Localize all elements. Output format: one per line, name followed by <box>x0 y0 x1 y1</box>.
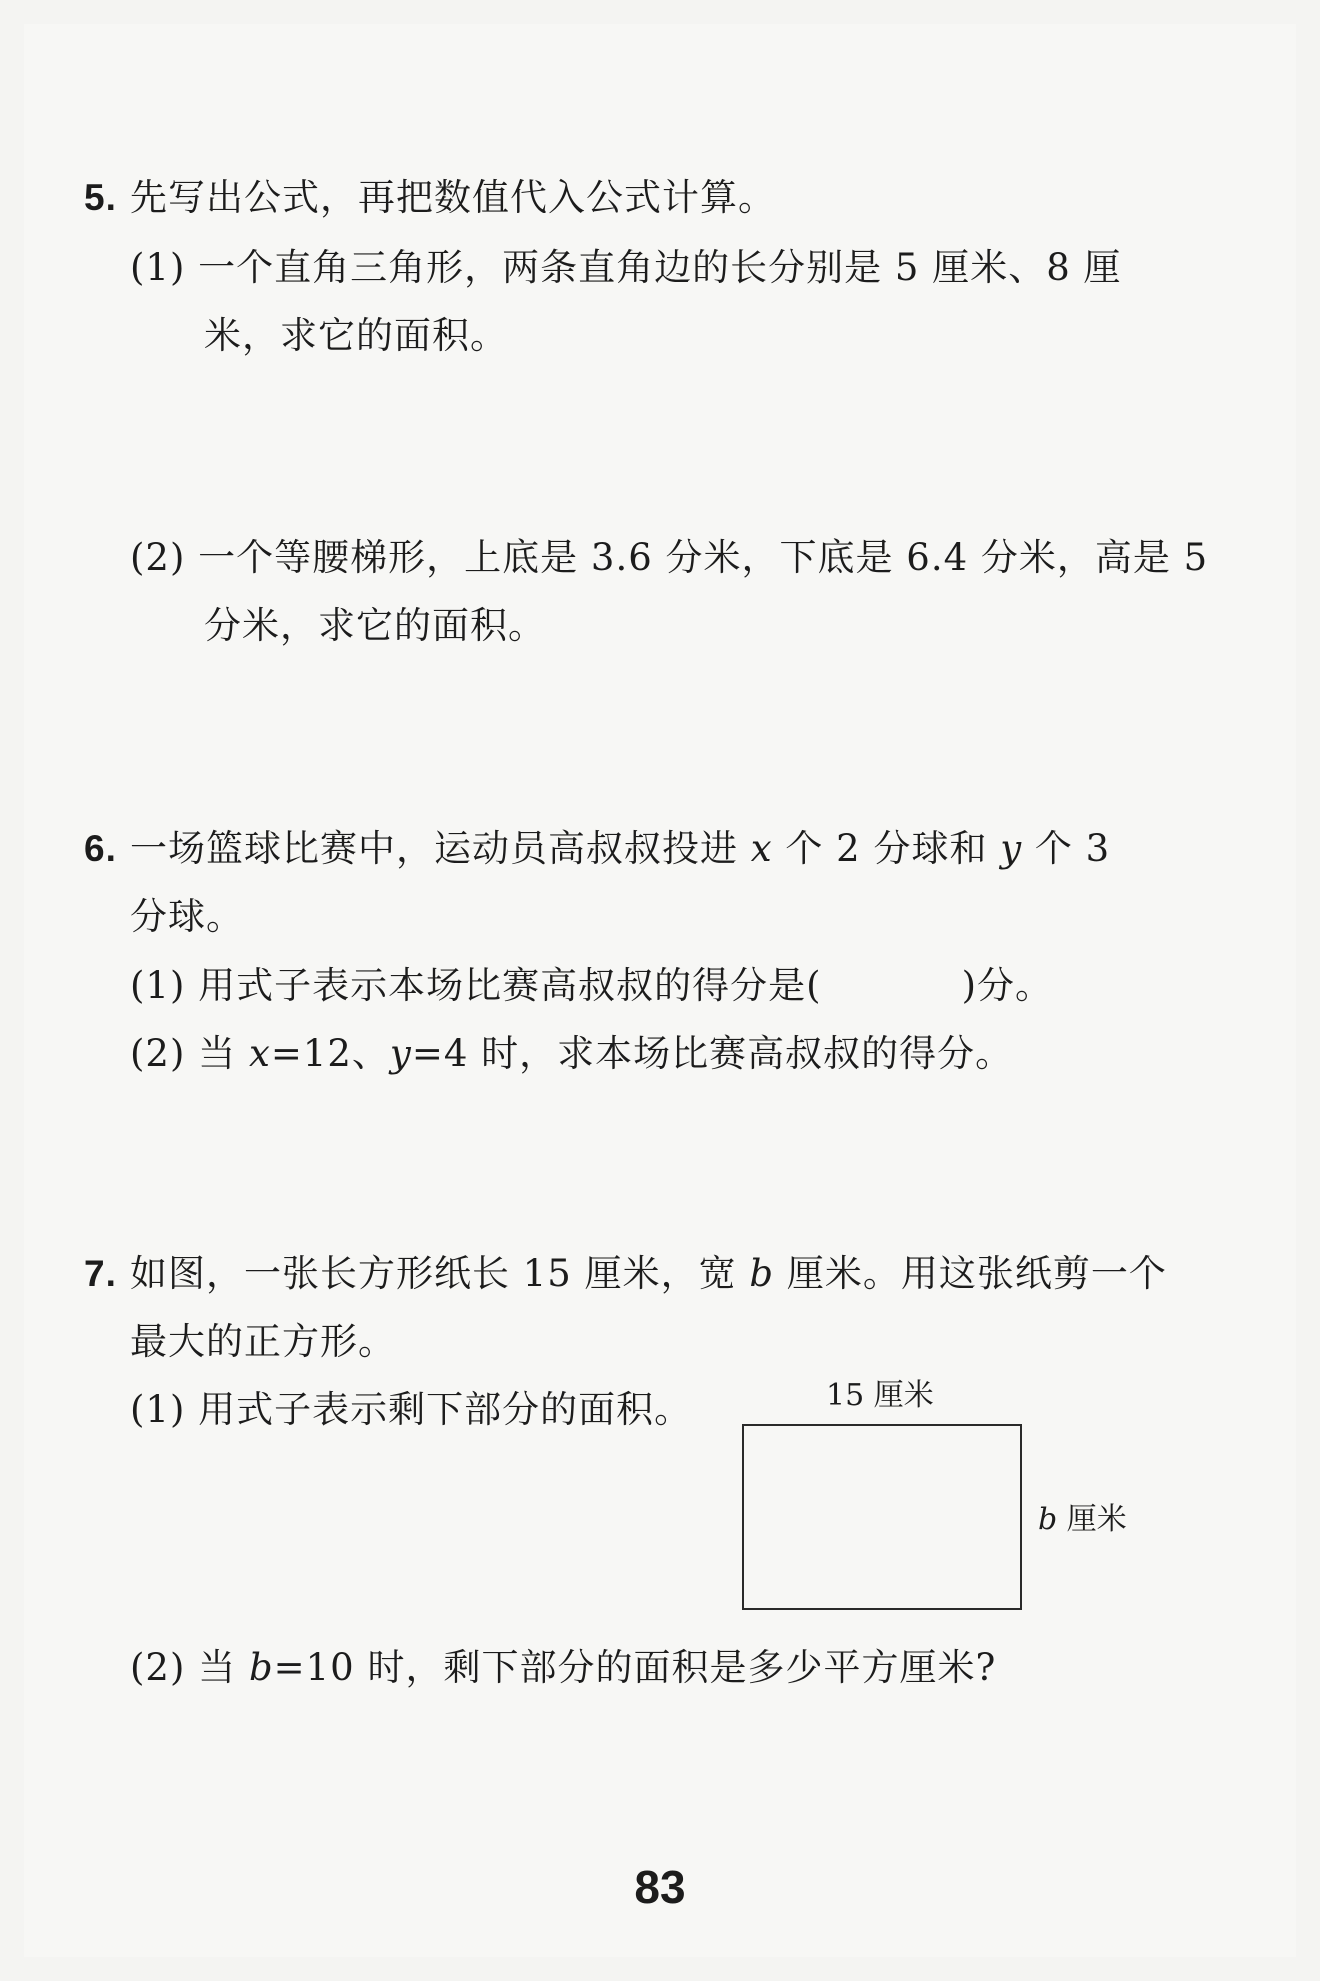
q6-line1-text-c: 个 3 <box>1034 827 1111 870</box>
q7-line2: 最大的正方形。 <box>130 1320 396 1363</box>
q5-part1-line1: (1) 一个直角三角形，两条直角边的长分别是 5 厘米、8 厘 <box>130 246 1122 289</box>
q7-part1: (1) 用式子表示剩下部分的面积。 <box>130 1388 693 1431</box>
figure-side-var: b <box>1038 1502 1058 1537</box>
q7-part2-var-b: b <box>248 1646 274 1689</box>
q5-part1-line2: 米，求它的面积。 <box>204 314 508 357</box>
page-number: 83 <box>634 1861 686 1913</box>
q6-line1 <box>130 827 1110 871</box>
q6-part2-text-b: =12、 <box>270 1032 390 1075</box>
q6-number: 6. <box>84 828 117 869</box>
q6-part2-var-x: x <box>248 1032 271 1075</box>
figure-top-label: 15 厘米 <box>826 1378 934 1413</box>
q6-part2-var-y: y <box>389 1032 412 1075</box>
q6-part2 <box>130 1032 1013 1076</box>
q6-line1-text-b: 个 2 分球和 <box>785 827 988 870</box>
rectangle-figure <box>742 1424 1022 1610</box>
q6-part2-text-c: =4 时，求本场比赛高叔叔的得分。 <box>411 1032 1014 1075</box>
q7-part2 <box>130 1646 996 1690</box>
q5-part2-line1: (2) 一个等腰梯形，上底是 3.6 分米，下底是 6.4 分米，高是 5 <box>130 536 1209 579</box>
q7-line1-text-b: 厘米。用这张纸剪一个 <box>786 1252 1167 1295</box>
q7-number: 7. <box>84 1253 117 1294</box>
q7-line1-text-a: 如图，一张长方形纸长 15 厘米，宽 <box>130 1252 737 1295</box>
q5-part2-line2: 分米，求它的面积。 <box>204 604 546 647</box>
q6-line2: 分球。 <box>130 895 244 938</box>
q7-line1 <box>130 1252 1167 1296</box>
q5-number: 5. <box>84 177 117 218</box>
q7-part2-text-a: (2) 当 <box>130 1646 237 1689</box>
q6-part1-text-b: )分。 <box>961 964 1054 1007</box>
figure-side-unit: 厘米 <box>1066 1502 1127 1537</box>
q6-var-y: y <box>1000 827 1023 870</box>
q7-var-b: b <box>749 1252 775 1295</box>
q7-part2-text-b: =10 时，剩下部分的面积是多少平方厘米? <box>273 1646 997 1689</box>
q6-var-x: x <box>750 827 773 870</box>
q6-part2-text-a: (2) 当 <box>130 1032 237 1075</box>
q6-line1-text-a: 一场篮球比赛中，运动员高叔叔投进 <box>130 827 738 870</box>
q5-title: 先写出公式，再把数值代入公式计算。 <box>130 176 776 219</box>
q6-part1 <box>130 964 1053 1008</box>
figure-side-label <box>1038 1502 1127 1538</box>
q6-part1-text-a: (1) 用式子表示本场比赛高叔叔的得分是( <box>130 964 822 1007</box>
